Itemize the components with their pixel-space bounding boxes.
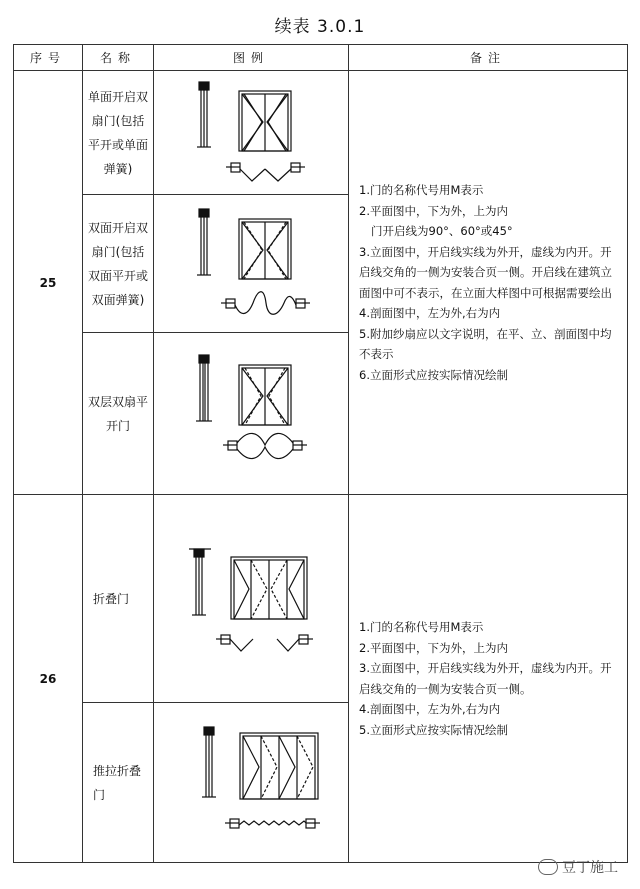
legend-figure [154,703,349,863]
note-line: 2.平面图中，下为外，上为内 [359,640,508,655]
door-name: 单面开启双扇门(包括平开或单面弹簧) [83,71,154,195]
table-row [14,71,628,195]
row-number-25: 25 [14,71,83,495]
note-line: 5.附加纱扇应以文字说明，在平、立、剖面图中均不表示 [359,326,612,361]
note-line: 2.平面图中，下为外，上为内 [359,203,508,218]
note-line: 3.立面图中，开启线实线为外开，虚线为内开。开启线交角的一侧为安装合页一侧。开启线在建筑立面图中可不表示，在立面大样图中可根据需要绘出 [359,244,612,300]
header-name: 名称 [83,45,154,71]
legend-figure [154,195,349,333]
door-name: 双层双扇平开门 [83,333,154,495]
watermark [538,857,618,877]
folding-door-icon [181,539,321,659]
table-row [14,495,628,703]
row-number-26: 26 [14,495,83,863]
note-line: 1.门的名称代号用M表示 [359,183,484,197]
legend-figure [154,333,349,495]
door-legend-table [13,44,628,863]
note-line: 6.立面形式应按实际情况绘制 [359,367,508,382]
single-swing-double-door-icon [186,77,316,189]
legend-figure [154,495,349,703]
note-line: 5.立面形式应按实际情况绘制 [359,722,508,737]
header-figure: 图例 [154,45,349,71]
note-line: 3.立面图中，开启线实线为外开，虚线为内开。开启线交角的一侧为安装合页一侧。 [359,661,612,696]
door-name: 折叠门 [83,495,154,703]
note-line: 1.门的名称代号用M表示 [359,620,484,634]
legend-figure [154,71,349,195]
note-line: 4.剖面图中，左为外,右为内 [359,306,501,320]
table-title: 续表 3.0.1 [274,17,366,37]
notes-26 [349,495,628,863]
header-num: 序号 [14,45,83,71]
double-swing-double-door-icon [186,203,316,325]
door-name: 推拉折叠门 [83,703,154,863]
double-layer-double-door-icon [186,351,316,477]
door-name: 双面开启双扇门(包括双面平开或双面弹簧) [83,195,154,333]
watermark-text: 豆丁施工 [562,860,618,876]
wechat-icon [538,859,558,875]
header-notes: 备注 [349,45,628,71]
note-line: 4.剖面图中，左为外,右为内 [359,702,501,716]
note-line: 门开启线为90°、60°或45° [371,224,513,238]
header-row [14,45,628,71]
sliding-folding-door-icon [176,719,326,847]
notes-25 [349,71,628,495]
